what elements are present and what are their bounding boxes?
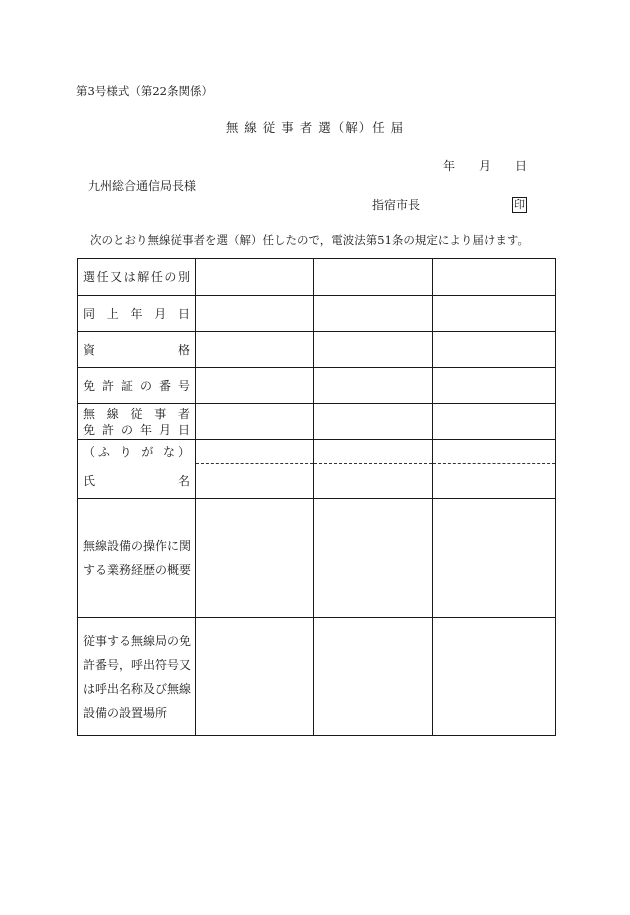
label-text: 氏 名 — [83, 473, 190, 488]
label-text: 同 上 年 月 日 — [83, 306, 190, 321]
seal-box: 印 — [514, 198, 525, 211]
work-history-entry-2 — [314, 499, 433, 618]
station-details-label — [78, 618, 196, 736]
work-history-entry-1 — [196, 499, 314, 618]
appointment-date-entry-2 — [314, 296, 433, 332]
qualification-label — [78, 332, 196, 368]
appointment-date-entry-1 — [196, 296, 314, 332]
form-number: 第3号様式（第22条関係） — [76, 84, 213, 98]
license-number-entry-1 — [196, 368, 314, 404]
name-entry-1 — [196, 440, 314, 499]
notification-table — [77, 258, 556, 736]
license-date-entry-2 — [314, 404, 433, 440]
full-name-label — [83, 463, 190, 498]
furigana-field — [314, 440, 432, 464]
label-text: 免 許 の 年 月 日 — [83, 422, 190, 437]
furigana-field — [196, 440, 313, 464]
label-text: 無 線 従 事 者 — [83, 406, 190, 421]
label-text: 許番号，呼出符号又 — [83, 657, 192, 672]
label-text: 資 格 — [83, 342, 190, 357]
furigana-field — [433, 440, 555, 464]
license-number-entry-2 — [314, 368, 433, 404]
appointment-date-entry-3 — [433, 296, 556, 332]
label-text: 従事する無線局の免 — [83, 633, 192, 648]
name-label — [78, 440, 196, 499]
appointment-type-entry-2 — [314, 259, 433, 296]
station-details-entry-3 — [433, 618, 556, 736]
work-history-entry-3 — [433, 499, 556, 618]
qualification-entry-1 — [196, 332, 314, 368]
license-date-entry-1 — [196, 404, 314, 440]
statement-text: 次のとおり無線従事者を選（解）任したので，電波法第51条の規定により届けます。 — [90, 233, 529, 247]
appointment-type-entry-1 — [196, 259, 314, 296]
appointment-type-label — [78, 259, 196, 296]
label-text: 設備の設置場所 — [83, 705, 168, 720]
name-entry-2 — [314, 440, 433, 499]
appointment-date-label — [78, 296, 196, 332]
label-text: 選任又は解任の別 — [83, 270, 190, 284]
name-entry-3 — [433, 440, 556, 499]
label-text: （ふ り が な） — [83, 444, 190, 459]
recipient: 九州総合通信局長様 — [88, 179, 197, 193]
license-number-entry-3 — [433, 368, 556, 404]
sender: 指宿市長 — [372, 198, 421, 212]
license-date-label — [78, 404, 196, 440]
qualification-entry-2 — [314, 332, 433, 368]
date-line: 年 月 日 — [443, 159, 528, 173]
license-number-label — [78, 368, 196, 404]
label-text: は呼出名称及び無線 — [83, 681, 192, 696]
work-history-label — [78, 499, 196, 618]
label-text: する業務経歴の概要 — [83, 563, 192, 577]
license-date-entry-3 — [433, 404, 556, 440]
station-details-entry-1 — [196, 618, 314, 736]
appointment-type-entry-3 — [433, 259, 556, 296]
document-title: 無 線 従 事 者 選（解）任 届 — [225, 120, 405, 135]
qualification-entry-3 — [433, 332, 556, 368]
station-details-entry-2 — [314, 618, 433, 736]
label-text: 無線設備の操作に関 — [83, 539, 192, 553]
label-text: 免 許 証 の 番 号 — [83, 378, 190, 393]
furigana-label — [83, 440, 190, 463]
